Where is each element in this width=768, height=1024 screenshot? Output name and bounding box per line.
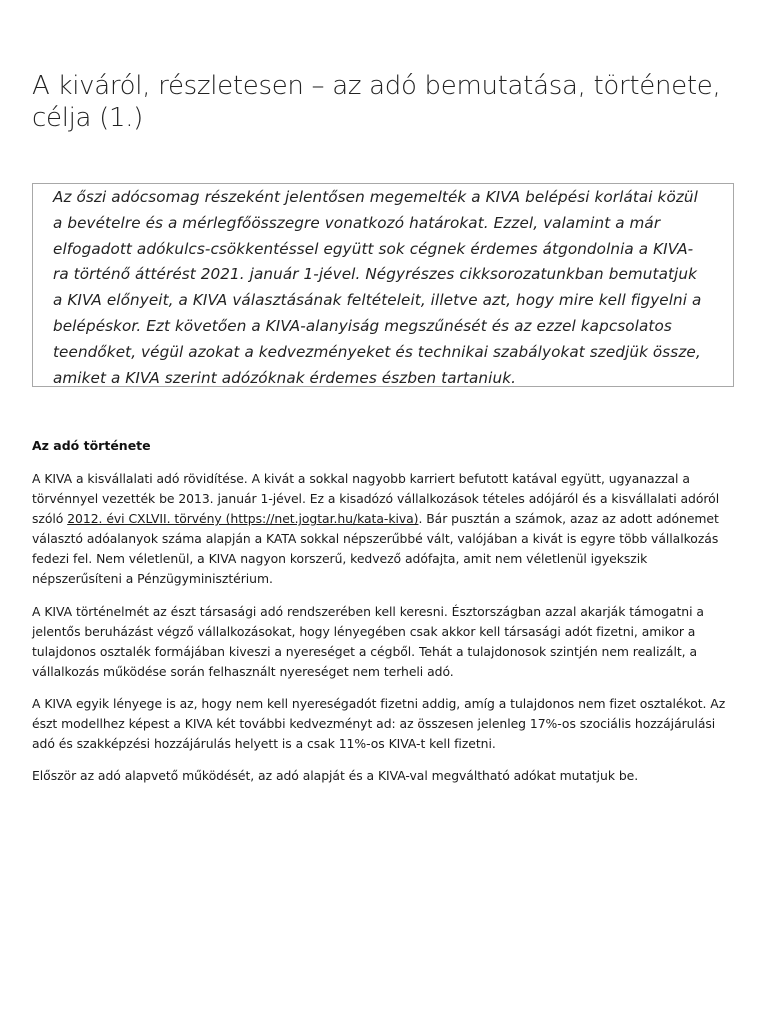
section-heading: Az adó története	[32, 438, 151, 453]
lead-text: Az őszi adócsomag részeként jelentősen megemelték a KIVA belépési korlátai közül a bevételre és a mérlegfőösszegre vonatkozó határokat. Ezzel, valamint a már elfogadott adókulcs-csökkentéssel együtt sok cégnek érdemes átgondolnia a KIVA-ra történő áttérést 2021. január 1-jével. Négyrészes cikksorozatunkban bemutatjuk a KIVA előnyeit, a KIVA választásának feltételeit, illetve azt, hogy mire kell figyelni a belépéskor. Ezt követően a KIVA-alanyiság megszűnését és az ezzel kapcsolatos teendőket, végül azokat a kedvezményeket és technikai szabályokat szedjük össze, amiket a KIVA szerint adózóknak érdemes észben tartaniuk.	[53, 188, 702, 387]
paragraph-1-text-start: A KIVA a kisvállalati adó rövidítése. A kivát a sokkal nagyobb karriert befutott katával együtt, ugyanazzal a törvénnyel vezették be 2013. január 1-jével. Ez a kisadózó vállalkozások tételes adójáról és a kisvállalati adóról szóló	[32, 471, 720, 527]
paragraph-4: Először az adó alapvető működését, az adó alapját és a KIVA-val megváltható adókat mutatjuk be.	[32, 768, 639, 784]
article-title: A kiváról, részletesen – az adó bemutatása, története, célja (1.)	[32, 71, 721, 133]
lead-box	[32, 183, 734, 387]
paragraph-1	[32, 469, 737, 590]
law-link[interactable]: 2012. évi CXLVII. törvény (https://net.jogtar.hu/kata-kiva)	[67, 511, 419, 527]
paragraph-2: A KIVA történelmét az észt társasági adó rendszerében kell keresni. Észtországban azzal akarják támogatni a jelentős beruházást végző vállalkozásokat, hogy lényegében csak akkor kell társasági adót fizetni, amikor a tulajdonos osztalék formájában kiveszi a nyereséget a cégből. Tehát a tulajdonosok szintjén nem realizált, a vállalkozás működése során felhasznált nyereséget nem terheli adó.	[32, 603, 704, 679]
article-body	[32, 469, 737, 798]
paragraph-1-text-end: . Bár pusztán a számok, azaz az adott adónemet választó adóalanyok száma alapján a KATA sokkal népszerűbbé vált, valójában a kivát is egyre több vállalkozás fedezi fel. Nem véletlenül, a KIVA nagyon korszerű, kedvező adófajta, amit nem véletlenül igyekszik népszerűsíteni a Pénzügyminisztérium.	[32, 511, 719, 587]
paragraph-3: A KIVA egyik lényege is az, hogy nem kell nyereségadót fizetni addig, amíg a tulajdonos nem fizet osztalékot. Az észt modellhez képest a KIVA két további kedvezményt ad: az összesen jelenleg 17%-os szociális hozzájárulási adó és szakképzési hozzájárulás helyett is a csak 11%-os KIVA-t kell fizetni.	[32, 695, 726, 752]
